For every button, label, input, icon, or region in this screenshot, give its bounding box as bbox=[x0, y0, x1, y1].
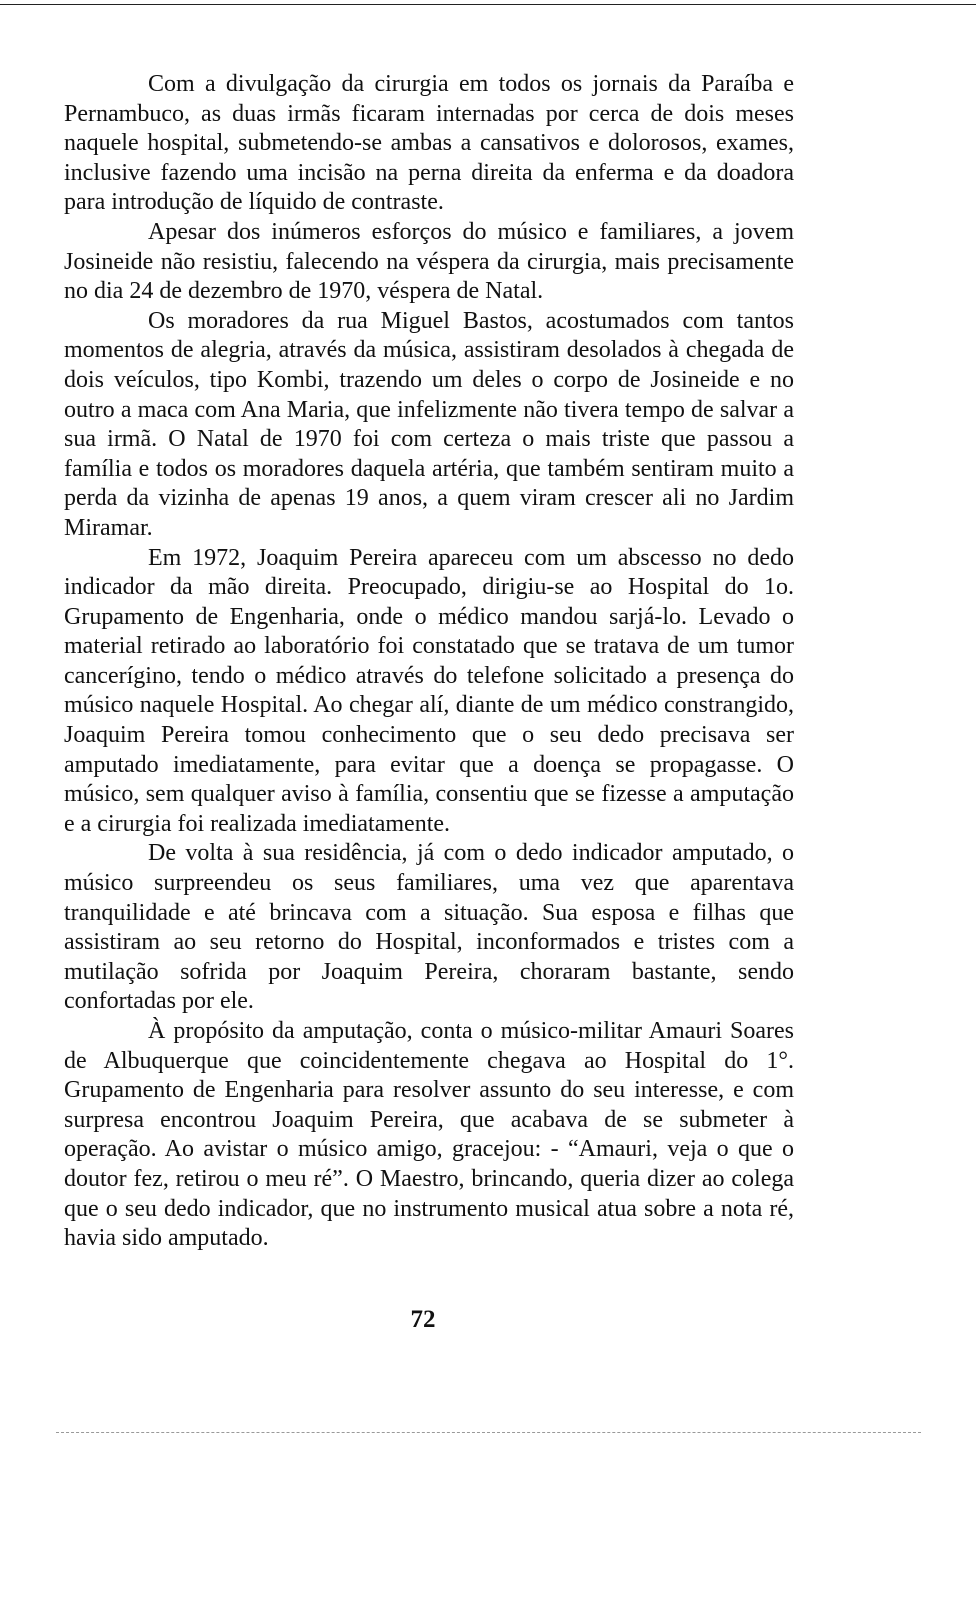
paragraph-2: Apesar dos inúmeros esforços do músico e familiares, a jovem Josineide não resistiu, falecendo na véspera da cirurgia, mais precisamente no dia 24 de dezembro de 1970, véspera de Natal. bbox=[64, 218, 794, 305]
top-border-line bbox=[0, 4, 976, 5]
page-number: 72 bbox=[410, 1306, 436, 1333]
bottom-border-line bbox=[56, 1432, 921, 1433]
paragraph-3: Os moradores da rua Miguel Bastos, acostumados com tantos momentos de alegria, através da música, assistiram desolados à chegada de dois veículos, tipo Kombi, trazendo um deles o corpo de Josineide e no outro a maca com Ana Maria, que infelizmente não tivera tempo de salvar a sua irmã. O Natal de 1970 foi com certeza o mais triste que passou a família e todos os moradores daquela artéria, que também sentiram muito a perda da vizinha de apenas 19 anos, a quem viram crescer ali no Jardim Miramar. bbox=[64, 307, 794, 541]
paragraph-4: Em 1972, Joaquim Pereira apareceu com um abscesso no dedo indicador da mão direita. Preocupado, dirigiu-se ao Hospital do 1o. Grupamento de Engenharia, onde o médico mandou sarjá-lo. Levado o material retirado ao laboratório foi constatado que se tratava de um tumor cancerígino, tendo o médico através do telefone solicitado a presença do músico naquele Hospital. Ao chegar alí, diante de um médico constrangido, Joaquim Pereira tomou conhecimento que o seu dedo precisava ser amputado imediatamente, para evitar que a doença se propagasse. O músico, sem qualquer aviso à família, consentiu que se fizesse a amputação e a cirurgia foi realizada imediatamente. bbox=[64, 544, 794, 837]
paragraph-5: De volta à sua residência, já com o dedo indicador amputado, o músico surpreendeu os seus familiares, uma vez que aparentava tranquilidade e até brincava com a situação. Sua esposa e filhas que assistiram ao seu retorno do Hospital, inconformados e tristes com a mutilação sofrida por Joaquim Pereira, choraram bastante, sendo confortadas por ele. bbox=[64, 840, 794, 1015]
body-text bbox=[64, 70, 794, 1254]
paragraph-6: À propósito da amputação, conta o músico-militar Amauri Soares de Albuquerque que coincidentemente chegava ao Hospital do 1°. Grupamento de Engenharia para resolver assunto do seu interesse, e com surpresa encontrou Joaquim Pereira, que acabava de se submeter à operação. Ao avistar o músico amigo, gracejou: - “Amauri, veja o que o doutor fez, retirou o meu ré”. O Maestro, brincando, queria dizer ao colega que o seu dedo indicador, que no instrumento musical atua sobre a nota ré, havia sido amputado. bbox=[64, 1018, 794, 1252]
paragraph-1: Com a divulgação da cirurgia em todos os jornais da Paraíba e Pernambuco, as duas irmãs ficaram internadas por cerca de dois meses naquele hospital, submetendo-se ambas a cansativos e dolorosos, exames, inclusive fazendo uma incisão na perna direita da enferma e da doadora para introdução de líquido de contraste. bbox=[64, 71, 794, 216]
